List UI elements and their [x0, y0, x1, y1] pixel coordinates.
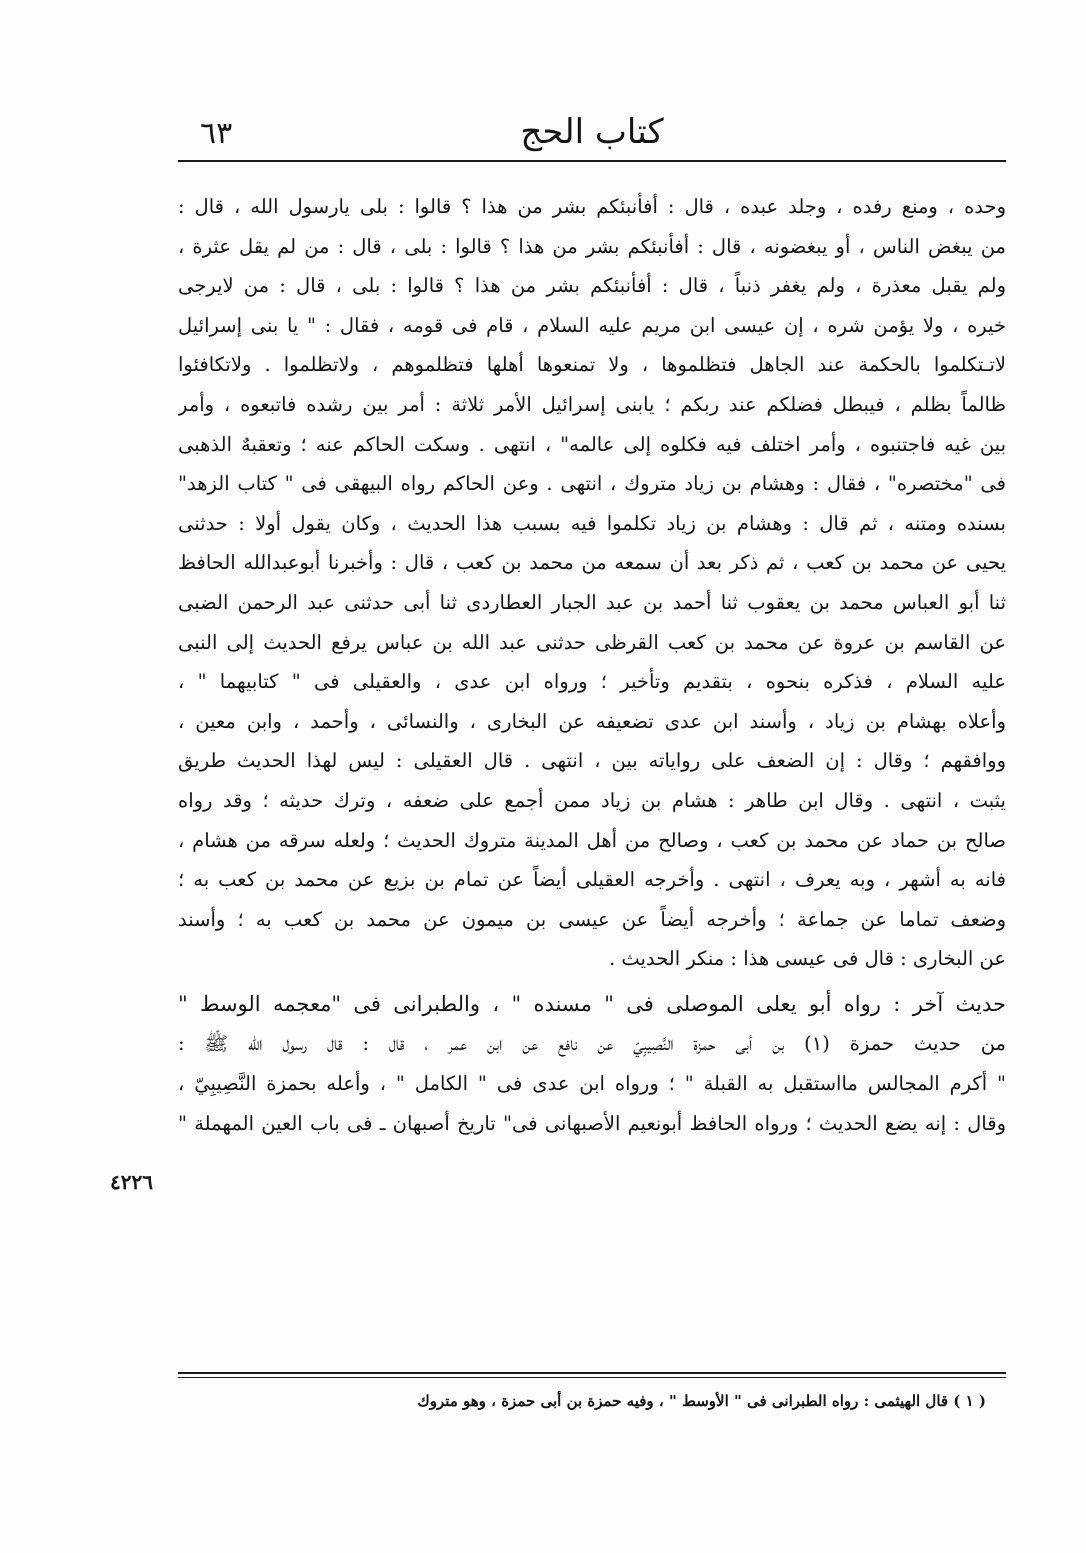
footnote: ( ١ ) قال الهيثمى : رواه الطبرانى فى " الأوسط " ، وفيه حمزة بن أبى حمزة ، وهو متروك [417, 1392, 986, 1410]
text-line: ولم يقبل معذرة ، ولم يغفر ذنباً ، قال : أفأنبئكم بشر من هذا ؟ قالوا : بلى ، قال : من لايرجى [178, 274, 1006, 298]
text-line: ظالماً بظلم ، فيبطل فضلكم عند ربكم ؛ يابنى إسرائيل الأمر ثلاثة : أمر بين رشده فاتبعوه ، وأمر [178, 392, 1006, 416]
text-line: " أكرم المجالس مااستقبل به القبلة " ؛ ورواه ابن عدى فى " الكامل " ، وأعله بحمزة النَّصِيبِيّ ، [178, 1072, 1006, 1096]
text-line: يحيى عن محمد بن كعب ، ثم ذكر بعد أن سمعه من محمد بن كعب ، قال : وأخبرنا أبوعبدالله الحافظ [178, 551, 1006, 575]
text-line: من يبغض الناس ، أو يبغضونه ، قال : أفأنبئكم بشر من هذا ؟ قالوا : بلى ، قال : من لم يقل عثرة ، [178, 234, 1006, 258]
text-line: ثنا أبو العباس محمد بن يعقوب ثنا أحمد بن عبد الجبار العطاردى ثنا أبى حدثنى عبد الرحمن الضبى [178, 590, 1006, 614]
text-line: من حديث حمزة (١) بن أبى حمزة النَّصِيبِيّ عن نافع عن ابن عمر ، قال : قال رسول الله ﷺ : [178, 1032, 1006, 1056]
text-line: وضعف تماما عن جماعة ؛ وأخرجه أيضاً عن عيسى بن ميمون عن محمد بن كعب به ؛ وأسند [178, 907, 1006, 931]
text-line: خيره ، ولا يؤمن شره ، إن عيسى ابن مريم عليه السلام ، قام فى قومه ، فقال : " يا بنى إسرائيل [178, 313, 1006, 337]
text-line: بسنده ومتنه ، ثم قال : وهشام بن زياد تكلموا فيه بسبب هذا الحديث ، وكان يقول أولا : حدثنى [178, 511, 1006, 535]
text-line: يثبت ، انتهى . وقال ابن طاهر : هشام بن زياد ممن أجمع على ضعفه ، وترك حديثه ؛ وقد رواه [178, 788, 1006, 812]
text-line: عن القاسم بن عروة عن محمد بن كعب القرظى حدثنى عبد الله بن عباس يرفع الحديث إلى النبى [178, 630, 1006, 654]
text-line: وقال : إنه يضع الحديث ؛ ورواه الحافظ أبونعيم الأصبهانى فى" تاريخ أصبهان ـ فى باب العين المهملة " [178, 1111, 1006, 1135]
text-line: فى "مختصره" ، فقال : وهشام بن زياد متروك ، انتهى . وعن الحاكم رواه البيهقى فى " كتاب الزهد" [178, 472, 1006, 496]
main-text [178, 187, 1006, 1143]
page-header [178, 110, 1006, 158]
footnote-rule-thin [178, 1377, 1006, 1378]
text-line: ووافقهم ؛ وقال : إن الضعف على رواياته بين ، انتهى . قال العقيلى : ليس لهذا الحديث طريق [178, 749, 1006, 773]
hadith-heading-line: حديث آخر : رواه أبو يعلى الموصلى فى " مسنده " ، والطبرانى فى "معجمه الوسط " [178, 991, 1006, 1016]
text-line: عليه السلام ، فذكره بنحوه ، بتقديم وتأخير ؛ ورواه ابن عدى ، والعقيلى فى " كتابيهما " ، [178, 670, 1006, 694]
page-number: ٦٣ [200, 116, 233, 151]
hadith-number: ٤٢٢٦ [110, 1170, 153, 1194]
running-title: كتاب الحج [520, 112, 664, 152]
text-line: لاتـتكلموا بالحكمة عند الجاهل فتظلموها ، ولا تمنعوها أهلها فتظلموهم ، ولاتظلموا . ولاتكافئوا [178, 353, 1006, 377]
text-line: صالح بن حماد عن محمد بن كعب ، وصالح من أهل المدينة متروك الحديث ؛ ولعله سرقه من هشام ، [178, 828, 1006, 852]
text-line: بين غيه فاجتنبوه ، وأمر اختلف فيه فكلوه إلى عالمه" ، انتهى . وسكت الحاكم عنه ؛ وتعقبهٌ الذهبى [178, 432, 1006, 456]
header-rule [178, 160, 1006, 162]
text-line: عن البخارى : قال فى عيسى هذا : منكر الحديث . [609, 947, 1006, 971]
footnote-rule [178, 1372, 1006, 1374]
text-line: وحده ، ومنع رفده ، وجلد عبده ، قال : أفأنبئكم بشر من هذا ؟ قالوا : بلى يارسول الله ، قال : [178, 195, 1006, 218]
text-line: وأعلاه بهشام بن زياد ، وأسند ابن عدى تضعيفه عن البخارى ، والنسائى ، وأحمد ، وابن معين ، [178, 709, 1006, 733]
text-line: فانه به أشهر ، وبه يعرف ، انتهى . وأخرجه العقيلى أيضاً عن تمام بن بزيع عن محمد بن كعب به ؛ [178, 868, 1006, 892]
